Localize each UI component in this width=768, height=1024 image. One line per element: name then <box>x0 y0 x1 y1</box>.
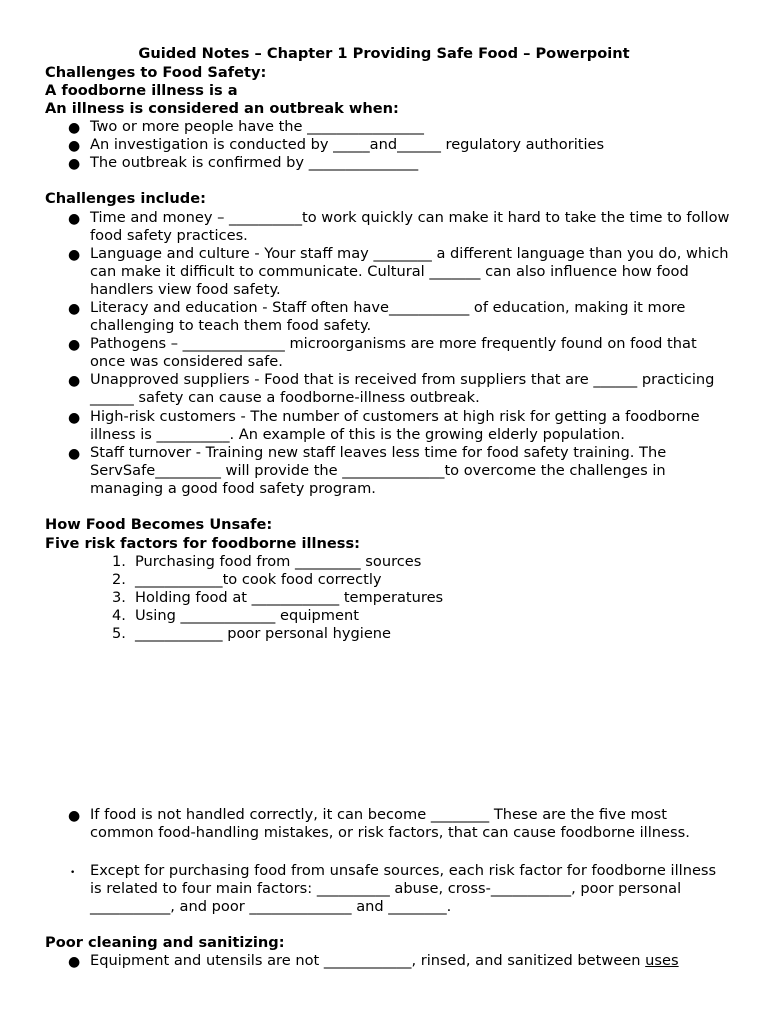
bullet-icon: ● <box>68 138 81 154</box>
list-item: ____________ poor personal hygiene <box>135 625 392 642</box>
document-title: Guided Notes – Chapter 1 Providing Safe Food – Powerpoint <box>138 45 630 62</box>
list-item: Two or more people have the ________________ <box>90 118 424 135</box>
bullet-icon: ● <box>68 120 81 136</box>
bullet-icon: ● <box>68 808 81 824</box>
list-item: ____________to cook food correctly <box>135 571 382 588</box>
list-number: 5. <box>112 625 126 642</box>
heading-five-risk-factors: Five risk factors for foodborne illness: <box>45 535 360 552</box>
bullet-icon: ● <box>68 954 81 970</box>
list-number: 1. <box>112 553 126 570</box>
list-item: The outbreak is confirmed by _______________ <box>90 154 419 171</box>
list-item: Language and culture - Your staff may ________ a different language than you do, which can make it difficult to communicate. Cultural _______ can also influence how food handlers view food safety. <box>90 245 729 299</box>
bullet-icon: ● <box>68 337 81 353</box>
bullet-icon: ● <box>68 156 81 172</box>
list-item: An investigation is conducted by _____and______ regulatory authorities <box>90 136 605 153</box>
list-number: 2. <box>112 571 126 588</box>
list-item: If food is not handled correctly, it can become ________ These are the five most common food-handling mistakes, or risk factors, that can cause foodborne illness. <box>90 806 690 842</box>
small-bullet-icon: • <box>70 868 76 878</box>
heading-poor-cleaning-and-sanitizing: Poor cleaning and sanitizing: <box>45 934 285 951</box>
heading-foodborne-illness-definition: A foodborne illness is a <box>45 82 238 99</box>
bullet-icon: ● <box>68 247 81 263</box>
list-item: Unapproved suppliers - Food that is received from suppliers that are ______ practicing ______ safety can cause a foodborne-illness outbreak. <box>90 371 715 407</box>
list-item: Pathogens – ______________ microorganisms are more frequently found on food that once was considered safe. <box>90 335 697 371</box>
list-item: Purchasing food from _________ sources <box>135 553 422 570</box>
list-item: Except for purchasing food from unsafe sources, each risk factor for foodborne illness is related to four main factors: __________ abuse, cross-___________, poor personal ___________, and poor ______________ and ________. <box>90 862 717 916</box>
heading-outbreak-criteria: An illness is considered an outbreak when: <box>45 100 399 117</box>
heading-challenges-to-food-safety: Challenges to Food Safety: <box>45 64 267 81</box>
list-item: Staff turnover - Training new staff leaves less time for food safety training. The ServSafe_________ will provide the ______________to overcome the challenges in managing a good food safety program. <box>90 444 667 498</box>
bullet-icon: ● <box>68 446 81 462</box>
bullet-icon: ● <box>68 301 81 317</box>
bullet-icon: ● <box>68 211 81 227</box>
heading-challenges-include: Challenges include: <box>45 190 206 207</box>
heading-how-food-becomes-unsafe: How Food Becomes Unsafe: <box>45 516 273 533</box>
list-item: Using _____________ equipment <box>135 607 359 624</box>
list-item-text: Equipment and utensils are not ____________, rinsed, and sanitized between <box>90 952 646 969</box>
bullet-icon: ● <box>68 373 81 389</box>
list-item: High-risk customers - The number of customers at high risk for getting a foodborne illness is __________. An example of this is the growing elderly population. <box>90 408 700 444</box>
underlined-word: uses <box>645 952 679 969</box>
list-item <box>90 952 730 970</box>
list-item: Holding food at ____________ temperatures <box>135 589 444 606</box>
list-number: 4. <box>112 607 126 624</box>
bullet-icon: ● <box>68 410 81 426</box>
list-item: Time and money – __________to work quickly can make it hard to take the time to follow food safety practices. <box>90 209 730 245</box>
list-item: Literacy and education - Staff often have___________ of education, making it more challenging to teach them food safety. <box>90 299 686 335</box>
list-number: 3. <box>112 589 126 606</box>
